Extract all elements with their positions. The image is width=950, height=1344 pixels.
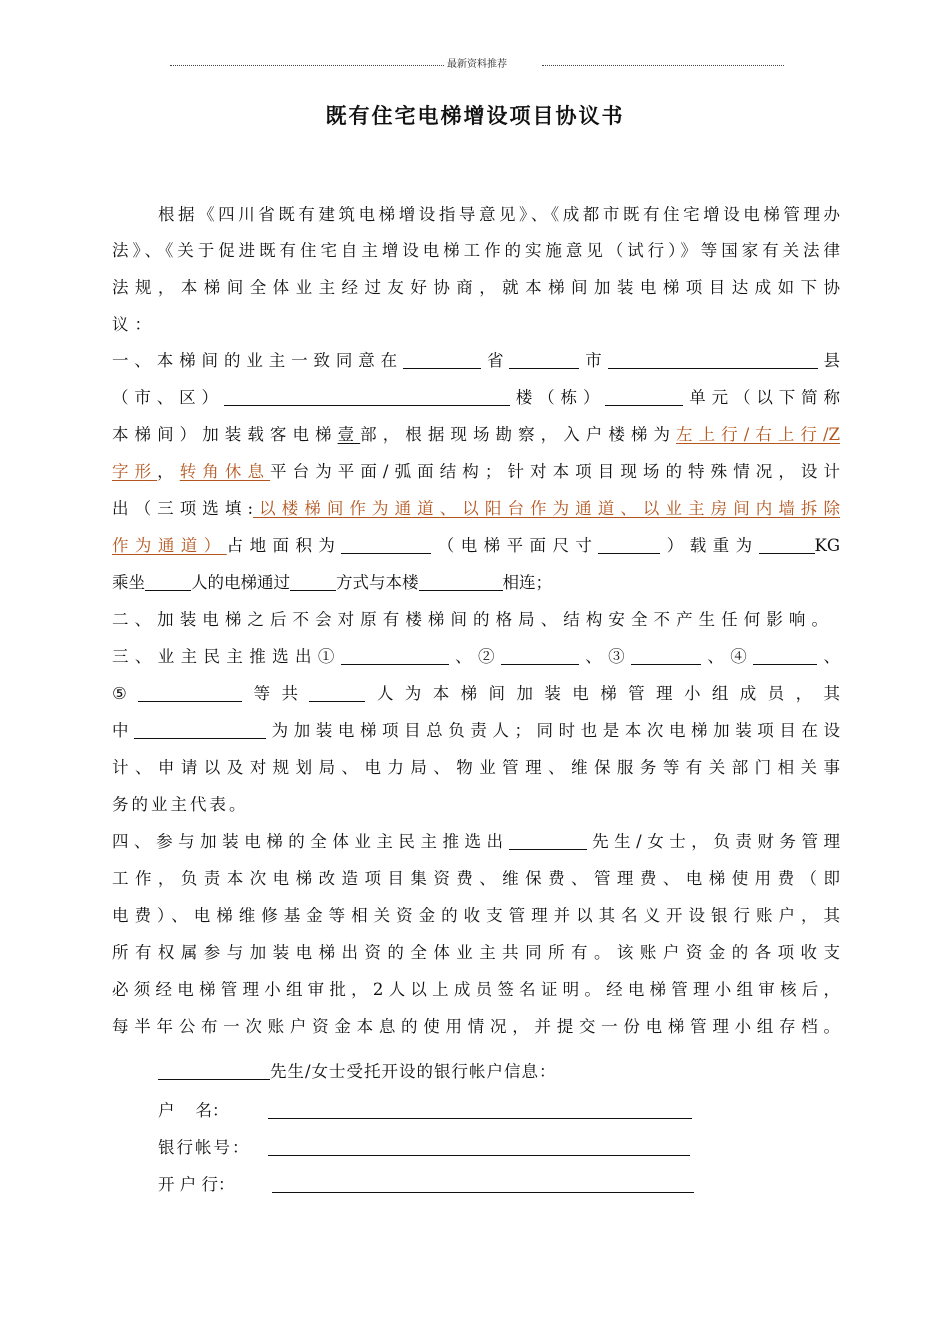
elevator-count: 壹 bbox=[337, 425, 361, 444]
load-blank[interactable] bbox=[759, 533, 815, 554]
bank-info-intro: 先生/女士受托开设的银行帐户信息： bbox=[158, 1057, 758, 1087]
section-4-line-4: 所有权属参与加装电梯出资的全体业主共同所有。该账户资金的各项收支 bbox=[112, 943, 840, 962]
account-number-label: 银行帐号： bbox=[158, 1138, 251, 1157]
section-3-line-3: 中 为加装电梯项目总负责人；同时也是本次电梯加装项目在设 bbox=[112, 716, 840, 746]
member-3-blank[interactable] bbox=[631, 644, 701, 665]
member-5-blank[interactable] bbox=[138, 681, 242, 702]
page-header bbox=[170, 58, 784, 72]
member-1-blank[interactable] bbox=[341, 644, 449, 665]
branch-field[interactable] bbox=[272, 1172, 694, 1193]
trustee-blank[interactable] bbox=[158, 1059, 270, 1080]
bank-account-name-row bbox=[158, 1096, 718, 1126]
method-blank[interactable] bbox=[290, 570, 336, 591]
intro-line-4: 议： bbox=[112, 315, 157, 334]
area-blank[interactable] bbox=[341, 533, 431, 554]
account-name-field[interactable] bbox=[268, 1098, 692, 1119]
section-3-line-2: ⑤ 等共 人为本梯间加装电梯管理小组成员，其 bbox=[112, 679, 840, 709]
province-blank[interactable] bbox=[403, 348, 481, 369]
landing-option: 转角休息 bbox=[179, 462, 271, 481]
section-4-line-3: 电费）、电梯维修基金等相关资金的收支管理并以其名义开设银行账户，其 bbox=[112, 906, 840, 925]
intro-line-3: 法规，本梯间全体业主经过友好协商，就本梯间加装电梯项目达成如下协 bbox=[112, 278, 840, 297]
member-2-blank[interactable] bbox=[501, 644, 579, 665]
section-1-line-6: 作为通道）占地面积为 （电梯平面尺寸 ）载重为 KG bbox=[112, 531, 840, 561]
document-title: 既有住宅电梯增设项目协议书 bbox=[325, 103, 625, 128]
connection-blank[interactable] bbox=[419, 570, 503, 591]
section-3-line-1: 三、业主民主推选出① 、② 、③ 、④ 、 bbox=[112, 642, 840, 672]
section-1-line-7: 乘坐 人的电梯通过 方式与本楼 相连； bbox=[112, 568, 672, 598]
stair-direction-options: 左上行/右上行/Z bbox=[676, 425, 841, 444]
building-blank[interactable] bbox=[605, 385, 683, 406]
section-4-line-2: 工作，负责本次电梯改造项目集资费、维保费、管理费、电梯使用费（即 bbox=[112, 869, 840, 888]
bank-account-number-row bbox=[158, 1133, 718, 1163]
section-4-line-6: 每半年公布一次账户资金本息的使用情况，并提交一份电梯管理小组存档。 bbox=[112, 1017, 840, 1036]
section-2-line-1: 二、加装电梯之后不会对原有楼梯间的格局、结构安全不产生任何影响。 bbox=[112, 610, 828, 629]
finance-manager-blank[interactable] bbox=[509, 829, 587, 850]
project-lead-blank[interactable] bbox=[134, 718, 266, 739]
county-blank[interactable] bbox=[608, 348, 818, 369]
section-4-line-5: 必须经电梯管理小组审批，2人以上成员签名证明。经电梯管理小组审核后， bbox=[112, 980, 840, 999]
city-blank[interactable] bbox=[509, 348, 579, 369]
district-blank[interactable] bbox=[224, 385, 510, 406]
section-1-line-2: （市、区） 楼（栋） 单元（以下简称 bbox=[112, 383, 840, 413]
section-1-line-1: 一、本梯间的业主一致同意在 省 市 县 bbox=[112, 346, 840, 376]
section-1-line-5: 出（三项选填:以楼梯间作为通道、以阳台作为通道、以业主房间内墙拆除 bbox=[112, 499, 841, 518]
header-dotted-rule-left bbox=[170, 65, 462, 66]
intro-line-2: 法》、《关于促进既有住宅自主增设电梯工作的实施意见（试行）》等国家有关法律 bbox=[112, 241, 840, 260]
section-3-line-4: 计、申请以及对规划局、电力局、物业管理、维保服务等有关部门相关事 bbox=[112, 758, 840, 777]
section-1-line-3: 本梯间）加装载客电梯壹部，根据现场勘察，入户楼梯为左上行/右上行/Z bbox=[112, 425, 841, 444]
capacity-blank[interactable] bbox=[145, 570, 191, 591]
member-4-blank[interactable] bbox=[753, 644, 817, 665]
account-name-label: 户 名： bbox=[158, 1101, 229, 1120]
section-3-line-5: 务的业主代表。 bbox=[112, 795, 249, 814]
member-count-blank[interactable] bbox=[309, 681, 365, 702]
branch-label: 开 户 行： bbox=[158, 1175, 235, 1194]
dimension-blank[interactable] bbox=[598, 533, 660, 554]
header-text: 最新资料推荐 bbox=[447, 59, 507, 70]
section-4-line-1: 四、参与加装电梯的全体业主民主推选出 先生/女士，负责财务管理 bbox=[112, 827, 840, 857]
header-dotted-rule-right bbox=[542, 65, 784, 66]
bank-branch-row bbox=[158, 1170, 718, 1200]
intro-line-1: 根据《四川省既有建筑电梯增设指导意见》、《成都市既有住宅增设电梯管理办 bbox=[158, 205, 840, 224]
section-1-line-4: 字形，转角休息平台为平面/弧面结构；针对本项目现场的特殊情况，设计 bbox=[112, 462, 841, 481]
account-number-field[interactable] bbox=[268, 1135, 690, 1156]
passage-options: 以楼梯间作为通道、以阳台作为通道、以业主房间内墙拆除 bbox=[253, 499, 841, 518]
